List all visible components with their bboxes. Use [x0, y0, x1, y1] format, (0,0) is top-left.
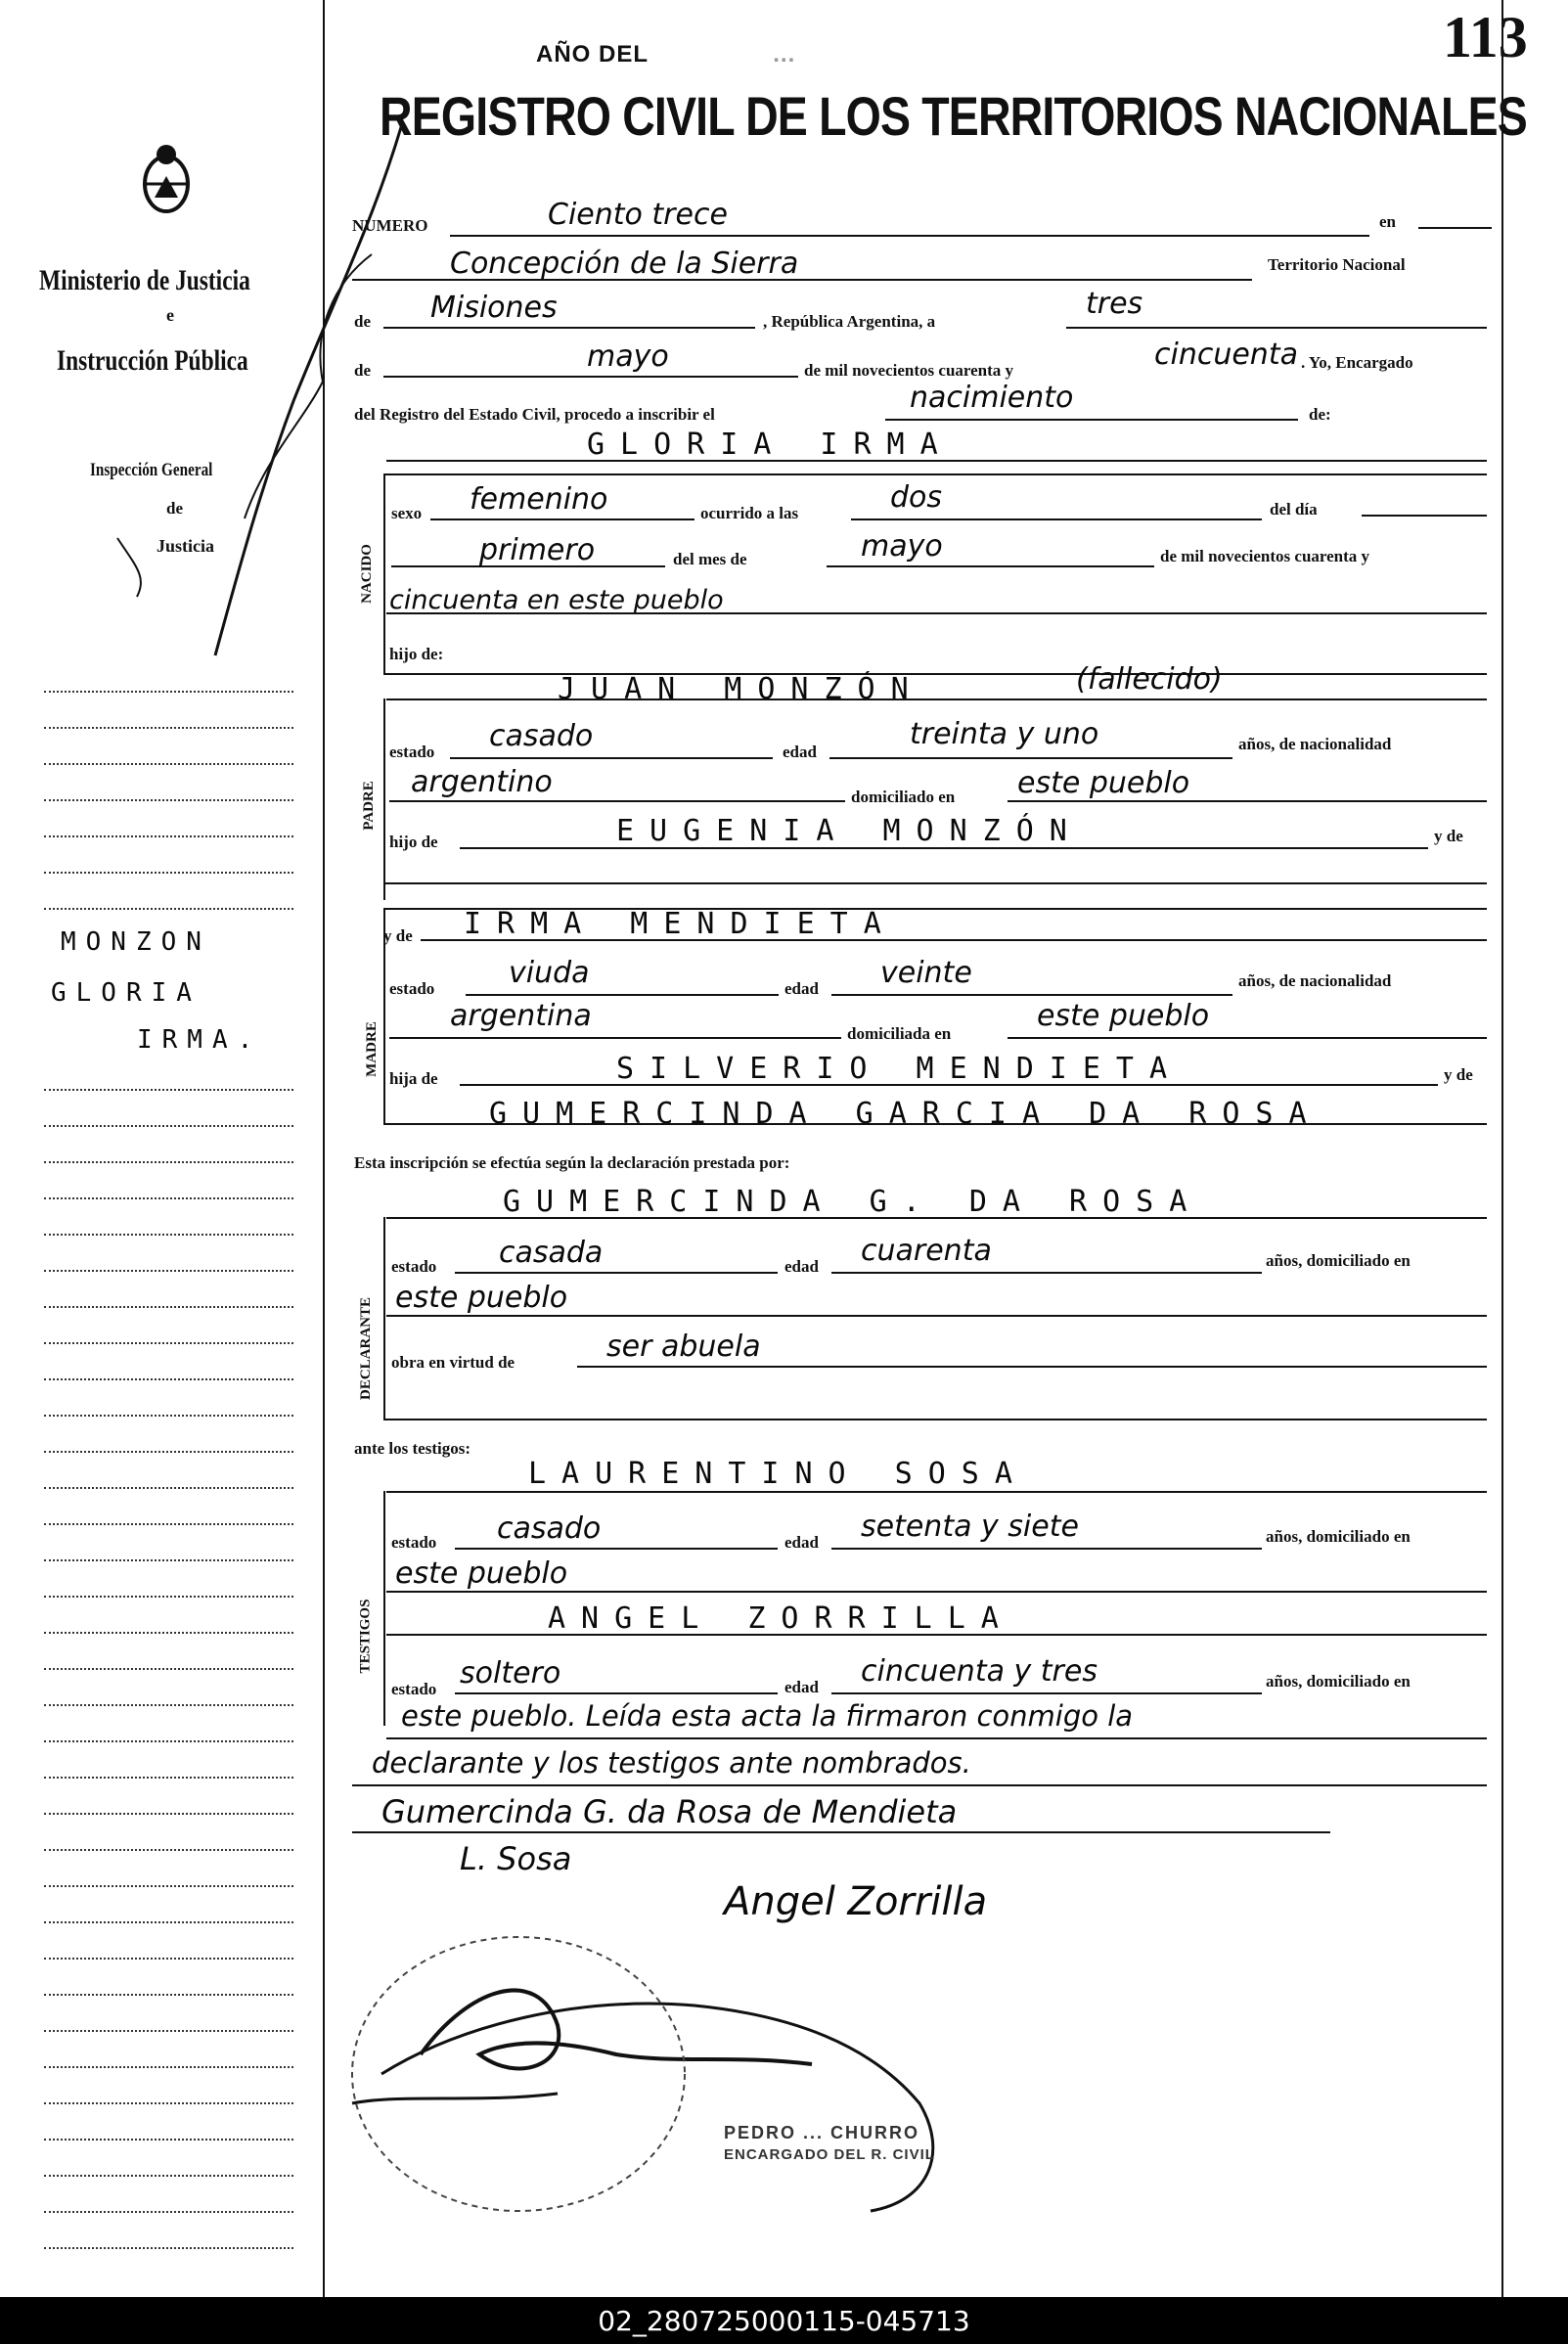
sexo-label: sexo [391, 504, 423, 522]
section-testigos: TESTIGOS [357, 1599, 374, 1674]
territorio-value: Misiones [430, 291, 558, 325]
t1-estado-label: estado [391, 1533, 437, 1552]
margin-ruled-line [44, 1777, 293, 1779]
madre-estado-label: estado [389, 979, 435, 998]
margin-ruled-line [44, 1559, 293, 1561]
obra-line [577, 1366, 1487, 1368]
margin-ruled-line [44, 691, 293, 693]
t2-estado-label: estado [391, 1680, 437, 1698]
margin-ruled-line [44, 2066, 293, 2068]
section-nacido: NACIDO [358, 544, 375, 604]
padre-estado-label: estado [389, 743, 435, 761]
right-border-line [1501, 0, 1503, 2297]
nombre-line [386, 460, 1487, 462]
margin-note-line-1: MONZON [61, 927, 211, 957]
firma-declarante: Gumercinda G. da Rosa de Mendieta [381, 1793, 958, 1830]
footer-code: 02_280725000115-045713 [598, 2305, 970, 2337]
t2-nombre-line [386, 1634, 1487, 1636]
ministerio-label: Ministerio de Justicia [39, 264, 250, 296]
margin-ruled-line [44, 2247, 293, 2249]
t2-estado-line [455, 1692, 778, 1694]
padre-bottom-line [383, 882, 1487, 884]
firma-testigo-1: L. Sosa [460, 1840, 572, 1877]
hora-line [851, 518, 1262, 520]
padre-dom-value: este pueblo [1017, 766, 1190, 800]
decl-nombre-value: GUMERCINDA G. DA ROSA [503, 1185, 1203, 1219]
padre-nombre-value: JUAN MONZÓN [558, 672, 924, 706]
section-padre: PADRE [360, 781, 377, 831]
obra-label: obra en virtud de [391, 1353, 515, 1372]
madre-madre-value: GUMERCINDA GARCIA DA ROSA [489, 1097, 1322, 1131]
margin-ruled-line [44, 1632, 293, 1634]
ministerio-e: e [166, 305, 174, 325]
margin-ruled-line [44, 1921, 293, 1923]
margin-ruled-line [44, 1740, 293, 1742]
mes-nac-line [827, 565, 1154, 567]
margin-ruled-line [44, 835, 293, 837]
decl-anos-label: años, domiciliado en [1266, 1251, 1411, 1270]
section-declarante: DECLARANTE [358, 1296, 375, 1401]
madre-dom-value: este pueblo [1037, 999, 1210, 1033]
padre-estado-line [450, 757, 773, 759]
t2-edad-label: edad [784, 1678, 819, 1696]
numero-line [450, 235, 1369, 237]
territorio-line [383, 327, 755, 329]
del-dia-label: del día [1270, 500, 1318, 518]
sexo-value: femenino [470, 482, 608, 517]
margin-ruled-line [44, 763, 293, 765]
dia-nac-value: primero [479, 533, 596, 567]
padre-yde-label: y de [1434, 827, 1463, 845]
decl-edad-label: edad [784, 1257, 819, 1276]
acto-value: nacimiento [910, 381, 1074, 415]
margin-ruled-line [44, 908, 293, 910]
ano-value: cincuenta [1154, 338, 1298, 372]
stamp-role: ENCARGADO DEL R. CIVIL [724, 2146, 935, 2163]
madre-estado-line [466, 994, 779, 996]
decl-nombre-line [386, 1217, 1487, 1219]
madre-nombre-value: IRMA MENDIETA [464, 907, 897, 941]
ano-nac-line [386, 612, 1487, 614]
de-label-2: de [354, 361, 371, 380]
de-label-1: de [354, 312, 371, 331]
madre-padre-line [460, 1084, 1438, 1086]
nacido-bracket [383, 473, 385, 673]
margin-ruled-line [44, 1089, 293, 1091]
t2-estado-value: soltero [460, 1656, 561, 1690]
madre-hija-label: hija de [389, 1069, 438, 1088]
madre-edad-label: edad [784, 979, 819, 998]
margin-ruled-line [44, 1415, 293, 1417]
decl-estado-value: casada [499, 1236, 604, 1270]
t1-edad-label: edad [784, 1533, 819, 1552]
cierre-line-1: este pueblo. Leída esta acta la firmaron conmigo la [401, 1699, 1134, 1733]
margin-ruled-line [44, 872, 293, 874]
del-registro-label: del Registro del Estado Civil, procedo a inscribir el [354, 405, 715, 424]
inscripcion-label: Esta inscripción se efectúa según la declaración prestada por: [354, 1153, 790, 1172]
margin-ruled-line [44, 1161, 293, 1163]
padre-dom-line [1008, 800, 1487, 802]
testigos-bracket [383, 1491, 385, 1726]
decl-bracket [383, 1217, 385, 1419]
t2-anos-label: años, domiciliado en [1266, 1672, 1411, 1690]
padre-estado-value: casado [489, 719, 594, 753]
madre-edad-value: veinte [880, 956, 972, 990]
decl-estado-line [455, 1272, 778, 1274]
madre-nac-value: argentina [450, 999, 592, 1033]
decl-edad-value: cuarenta [861, 1234, 992, 1268]
padre-hijo-label: hijo de [389, 833, 438, 851]
margin-ruled-line [44, 1704, 293, 1706]
margin-ruled-line [44, 1487, 293, 1489]
inspeccion-de: de [166, 499, 183, 518]
nacido-top-line [383, 473, 1487, 475]
republica-label: , República Argentina, a [763, 312, 936, 331]
margin-ruled-line [44, 2139, 293, 2141]
dia-value: tres [1086, 287, 1143, 321]
numero-label: NUMERO [352, 216, 428, 235]
sexo-line [430, 518, 694, 520]
margin-ruled-line [44, 2102, 293, 2104]
t1-nombre-line [386, 1491, 1487, 1493]
cierre-line-2: declarante y los testigos ante nombrados. [372, 1746, 971, 1780]
t1-nombre-value: LAURENTINO SOSA [528, 1457, 1028, 1491]
madre-padre-value: SILVERIO MENDIETA [616, 1052, 1184, 1086]
de-mil-nov-label: de mil novecientos cuarenta y [1160, 547, 1370, 565]
margin-ruled-line [44, 2211, 293, 2213]
de-colon-label: de: [1309, 405, 1331, 424]
header-year-line [536, 41, 795, 68]
dia-line [1066, 327, 1487, 329]
stamp-name: PEDRO ... CHURRO [724, 2123, 920, 2142]
t2-edad-line [831, 1692, 1262, 1694]
margin-ruled-line [44, 1994, 293, 1996]
margin-ruled-line [44, 1306, 293, 1308]
madre-estado-value: viuda [509, 956, 590, 990]
t2-nombre-value: ANGEL ZORRILLA [548, 1601, 1014, 1636]
margin-ruled-line [44, 1197, 293, 1199]
margin-scribble-icon [78, 108, 430, 695]
padre-edad-value: treinta y uno [910, 717, 1099, 751]
margin-ruled-line [44, 2030, 293, 2032]
margin-ruled-line [44, 799, 293, 801]
margin-ruled-line [44, 1523, 293, 1525]
margin-note-line-3: IRMA. [137, 1025, 263, 1055]
madre-nombre-line [421, 939, 1487, 941]
t1-estado-line [455, 1548, 778, 1550]
ano-del-rest: ... [773, 41, 796, 68]
en-label: en [1379, 212, 1396, 231]
decl-estado-label: estado [391, 1257, 437, 1276]
acto-line [885, 419, 1298, 421]
margin-ruled-line [44, 1342, 293, 1344]
t1-estado-value: casado [497, 1511, 602, 1546]
padre-nota-value: (fallecido) [1076, 662, 1223, 697]
margin-ruled-line [44, 1849, 293, 1851]
margin-ruled-line [44, 727, 293, 729]
madre-edad-line [831, 994, 1232, 996]
margin-ruled-line [44, 1125, 293, 1127]
firma-underline [352, 1831, 1330, 1833]
mes-nac-value: mayo [861, 529, 943, 563]
padre-nac-value: argentino [411, 765, 553, 799]
en-line [1418, 227, 1492, 229]
padre-nombre-line [386, 699, 1487, 700]
lugar-line [352, 279, 1252, 281]
margin-note-line-2: GLORIA [51, 978, 202, 1008]
official-signature-icon [323, 1908, 1066, 2231]
page-number: 113 [1443, 5, 1528, 69]
padre-anos-label: años, de nacionalidad [1238, 735, 1392, 753]
territorio-label: Territorio Nacional [1268, 255, 1406, 274]
decl-dom-value: este pueblo [395, 1281, 568, 1315]
ano-nac-value: cincuenta en este pueblo [389, 585, 724, 615]
padre-edad-label: edad [783, 743, 817, 761]
yo-encargado-label: . Yo, Encargado [1301, 353, 1413, 372]
cierre-underline-1 [386, 1737, 1487, 1739]
madre-yde-label: y de [383, 926, 413, 945]
hijo-label: hijo de: [389, 645, 444, 663]
justicia-label: Justicia [157, 536, 215, 556]
margin-ruled-line [44, 1596, 293, 1598]
margin-ruled-line [44, 2175, 293, 2177]
padre-nac-line [389, 800, 845, 802]
padre-madre-value: EUGENIA MONZÓN [616, 814, 1083, 848]
padre-edad-line [829, 757, 1232, 759]
t1-dom-value: este pueblo [395, 1556, 568, 1591]
madre-yde2-label: y de [1444, 1065, 1473, 1084]
t1-edad-value: setenta y siete [861, 1510, 1079, 1544]
madre-bottom-line [383, 1123, 1487, 1125]
madre-nac-line [389, 1037, 841, 1039]
t1-dom-line [386, 1591, 1487, 1593]
decl-edad-line [831, 1272, 1262, 1274]
margin-ruled-line [44, 1958, 293, 1960]
t2-edad-value: cincuenta y tres [861, 1654, 1098, 1689]
ano-del-label: AÑO DEL [536, 41, 649, 68]
madre-dom-label: domiciliada en [847, 1024, 952, 1043]
dia-nac-line [391, 565, 665, 567]
ante-label: ante los testigos: [354, 1439, 470, 1458]
margin-ruled-line [44, 1270, 293, 1272]
instruccion-label: Instrucción Pública [57, 344, 248, 377]
de-mil-label: de mil novecientos cuarenta y [804, 361, 1014, 380]
margin-ruled-line [44, 1451, 293, 1453]
nombre-value: GLORIA IRMA [587, 428, 954, 462]
document-title: REGISTRO CIVIL DE LOS TERRITORIOS NACIONALES [380, 85, 1527, 147]
padre-madre-line [460, 847, 1428, 849]
mes-line [383, 376, 798, 378]
t1-anos-label: años, domiciliado en [1266, 1527, 1411, 1546]
mes-value: mayo [587, 339, 669, 374]
margin-ruled-line [44, 1885, 293, 1887]
del-dia-line [1362, 515, 1487, 517]
ocurrido-label: ocurrido a las [700, 504, 799, 522]
margin-ruled-line [44, 1668, 293, 1670]
decl-bottom-line [383, 1419, 1487, 1420]
inspeccion-label: Inspección General [90, 460, 213, 480]
decl-obra-value: ser abuela [606, 1330, 761, 1364]
margin-ruled-line [44, 1234, 293, 1236]
madre-dom-line [1008, 1037, 1487, 1039]
t1-edad-line [831, 1548, 1262, 1550]
cierre-underline-2 [352, 1784, 1487, 1786]
section-madre: MADRE [363, 1021, 380, 1077]
nacido-bottom-line [383, 673, 1487, 675]
margin-ruled-line [44, 1813, 293, 1815]
padre-bracket [383, 699, 385, 900]
del-mes-label: del mes de [673, 550, 747, 568]
firma-testigo-2: Angel Zorrilla [724, 1879, 988, 1924]
decl-dom-line [386, 1315, 1487, 1317]
numero-value: Ciento trece [548, 198, 728, 232]
margin-ruled-line [44, 1378, 293, 1380]
lugar-value: Concepción de la Sierra [450, 247, 799, 281]
hora-value: dos [890, 480, 943, 515]
madre-anos-label: años, de nacionalidad [1238, 971, 1392, 990]
padre-dom-label: domiciliado en [851, 788, 956, 806]
